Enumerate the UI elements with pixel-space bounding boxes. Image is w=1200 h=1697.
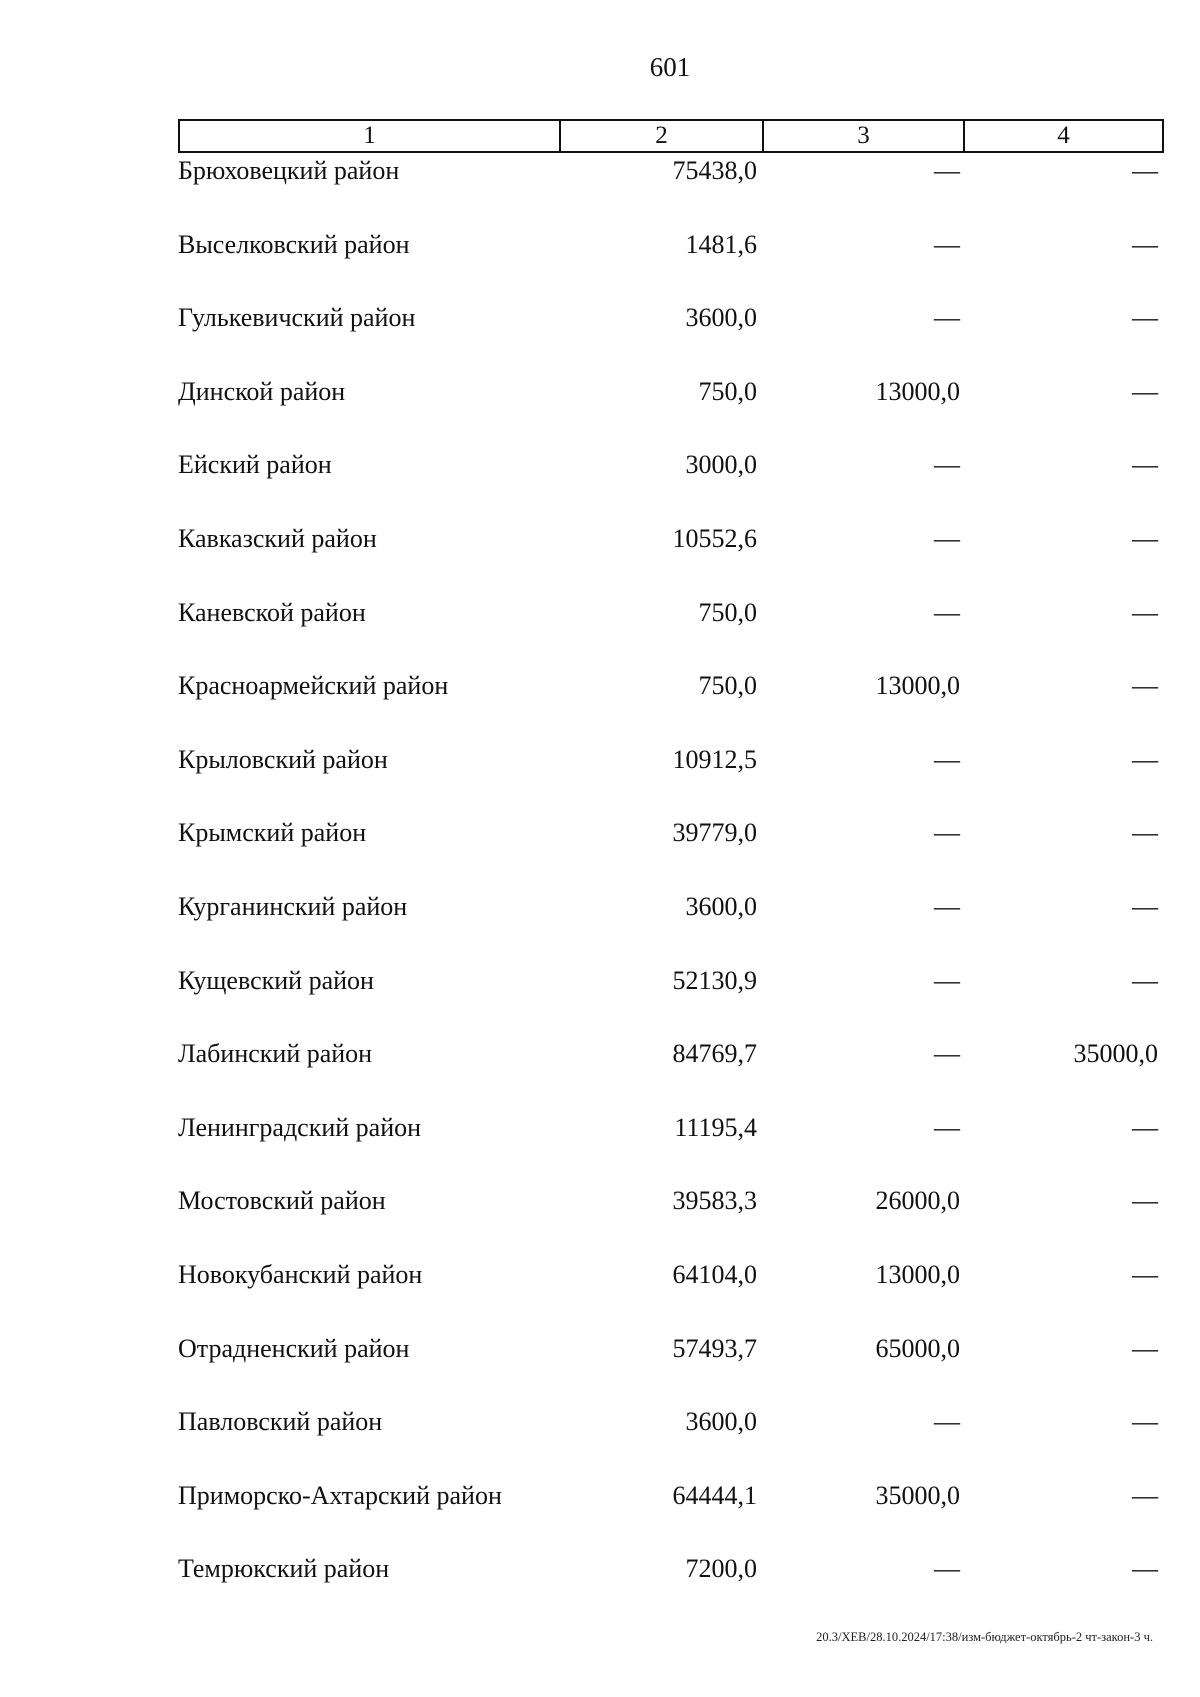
value-col-2: 3600,0 bbox=[685, 303, 757, 333]
district-name: Темрюкский район bbox=[178, 1554, 390, 1584]
value-col-2: 750,0 bbox=[698, 597, 757, 627]
table-row bbox=[0, 152, 1200, 226]
value-col-3: — bbox=[934, 229, 960, 259]
value-col-3: — bbox=[934, 1112, 960, 1142]
value-col-2: 7200,0 bbox=[685, 1554, 757, 1584]
district-name: Выселковский район bbox=[178, 229, 410, 259]
value-col-2: 10912,5 bbox=[672, 744, 757, 774]
table-row bbox=[0, 1035, 1200, 1109]
table-header-col-2: 2 bbox=[561, 121, 764, 151]
table-row bbox=[0, 667, 1200, 741]
table-row bbox=[0, 1182, 1200, 1256]
table-row bbox=[0, 1477, 1200, 1551]
district-name: Ленинградский район bbox=[178, 1112, 422, 1142]
value-col-2: 64444,1 bbox=[672, 1480, 757, 1510]
value-col-3: — bbox=[934, 303, 960, 333]
table-row bbox=[0, 814, 1200, 888]
value-col-2: 52130,9 bbox=[672, 965, 757, 995]
value-col-3: 13000,0 bbox=[875, 376, 960, 406]
value-col-3: — bbox=[934, 1554, 960, 1584]
value-col-2: 3000,0 bbox=[685, 450, 757, 480]
value-col-4: — bbox=[1132, 1259, 1158, 1289]
table-body bbox=[0, 152, 1200, 1624]
value-col-4: — bbox=[1132, 744, 1158, 774]
value-col-3: — bbox=[934, 891, 960, 921]
value-col-4: — bbox=[1132, 1333, 1158, 1363]
table-row bbox=[0, 1403, 1200, 1477]
value-col-3: — bbox=[934, 965, 960, 995]
table-row bbox=[0, 226, 1200, 300]
value-col-4: — bbox=[1132, 156, 1158, 185]
district-name: Ейский район bbox=[178, 450, 332, 480]
table-row bbox=[0, 373, 1200, 447]
value-col-4: — bbox=[1132, 671, 1158, 701]
table-row bbox=[0, 446, 1200, 520]
value-col-3: — bbox=[934, 1039, 960, 1069]
value-col-4: 35000,0 bbox=[1073, 1039, 1158, 1069]
value-col-3: 13000,0 bbox=[875, 1259, 960, 1289]
value-col-2: 57493,7 bbox=[672, 1333, 757, 1363]
table-header bbox=[178, 119, 1164, 153]
table-row bbox=[0, 962, 1200, 1036]
district-name: Лабинский район bbox=[178, 1039, 373, 1069]
table-row bbox=[0, 299, 1200, 373]
district-name: Крымский район bbox=[178, 818, 367, 848]
table-row bbox=[0, 741, 1200, 815]
page-number: 601 bbox=[649, 52, 691, 82]
table-row bbox=[0, 1256, 1200, 1330]
value-col-4: — bbox=[1132, 1407, 1158, 1437]
value-col-2: 75438,0 bbox=[672, 156, 757, 185]
value-col-3: 35000,0 bbox=[875, 1480, 960, 1510]
value-col-2: 39779,0 bbox=[672, 818, 757, 848]
value-col-4: — bbox=[1132, 376, 1158, 406]
value-col-2: 39583,3 bbox=[672, 1186, 757, 1216]
district-name: Кавказский район bbox=[178, 523, 377, 553]
value-col-3: 26000,0 bbox=[875, 1186, 960, 1216]
table-row bbox=[0, 1330, 1200, 1404]
value-col-3: — bbox=[934, 523, 960, 553]
value-col-4: — bbox=[1132, 303, 1158, 333]
value-col-4: — bbox=[1132, 1480, 1158, 1510]
value-col-3: 65000,0 bbox=[875, 1333, 960, 1363]
value-col-2: 3600,0 bbox=[685, 891, 757, 921]
value-col-4: — bbox=[1132, 965, 1158, 995]
table-row bbox=[0, 1109, 1200, 1183]
district-name: Красноармейский район bbox=[178, 671, 449, 701]
district-name: Динской район bbox=[178, 376, 346, 406]
value-col-2: 1481,6 bbox=[685, 229, 757, 259]
district-name: Новокубанский район bbox=[178, 1259, 423, 1289]
district-name: Гулькевичский район bbox=[178, 303, 416, 333]
district-name: Мостовский район bbox=[178, 1186, 386, 1216]
value-col-3: — bbox=[934, 450, 960, 480]
district-name: Каневской район bbox=[178, 597, 366, 627]
value-col-4: — bbox=[1132, 1186, 1158, 1216]
table-header-col-3: 3 bbox=[764, 121, 965, 151]
district-name: Павловский район bbox=[178, 1407, 383, 1437]
value-col-4: — bbox=[1132, 523, 1158, 553]
table-row bbox=[0, 888, 1200, 962]
table-header-col-4: 4 bbox=[1057, 122, 1070, 149]
value-col-3: — bbox=[934, 597, 960, 627]
table-row bbox=[0, 520, 1200, 594]
table-row bbox=[0, 1550, 1200, 1624]
value-col-2: 3600,0 bbox=[685, 1407, 757, 1437]
value-col-2: 11195,4 bbox=[674, 1112, 757, 1142]
value-col-4: — bbox=[1132, 450, 1158, 480]
value-col-3: — bbox=[934, 1407, 960, 1437]
district-name: Курганинский район bbox=[178, 891, 408, 921]
value-col-4: — bbox=[1132, 891, 1158, 921]
value-col-3: 13000,0 bbox=[875, 671, 960, 701]
value-col-3: — bbox=[934, 818, 960, 848]
value-col-2: 84769,7 bbox=[672, 1039, 757, 1069]
value-col-2: 750,0 bbox=[698, 376, 757, 406]
district-name: Брюховецкий район bbox=[178, 156, 400, 185]
value-col-3: — bbox=[934, 156, 960, 185]
table-row bbox=[0, 594, 1200, 668]
district-name: Отрадненский район bbox=[178, 1333, 410, 1363]
value-col-3: — bbox=[934, 744, 960, 774]
value-col-2: 750,0 bbox=[698, 671, 757, 701]
value-col-2: 64104,0 bbox=[672, 1259, 757, 1289]
district-name: Приморско-Ахтарский район bbox=[178, 1480, 502, 1510]
district-name: Кущевский район bbox=[178, 965, 374, 995]
value-col-4: — bbox=[1132, 818, 1158, 848]
value-col-4: — bbox=[1132, 1112, 1158, 1142]
district-name: Крыловский район bbox=[178, 744, 388, 774]
table-header-col-1: 1 bbox=[180, 121, 561, 151]
value-col-4: — bbox=[1132, 229, 1158, 259]
document-footer-code: 20.3/ХЕВ/28.10.2024/17:38/изм-бюджет-октябрь-2 чт-закон-3 ч. bbox=[816, 1630, 1153, 1644]
value-col-4: — bbox=[1132, 1554, 1158, 1584]
value-col-2: 10552,6 bbox=[672, 523, 757, 553]
value-col-4: — bbox=[1132, 597, 1158, 627]
